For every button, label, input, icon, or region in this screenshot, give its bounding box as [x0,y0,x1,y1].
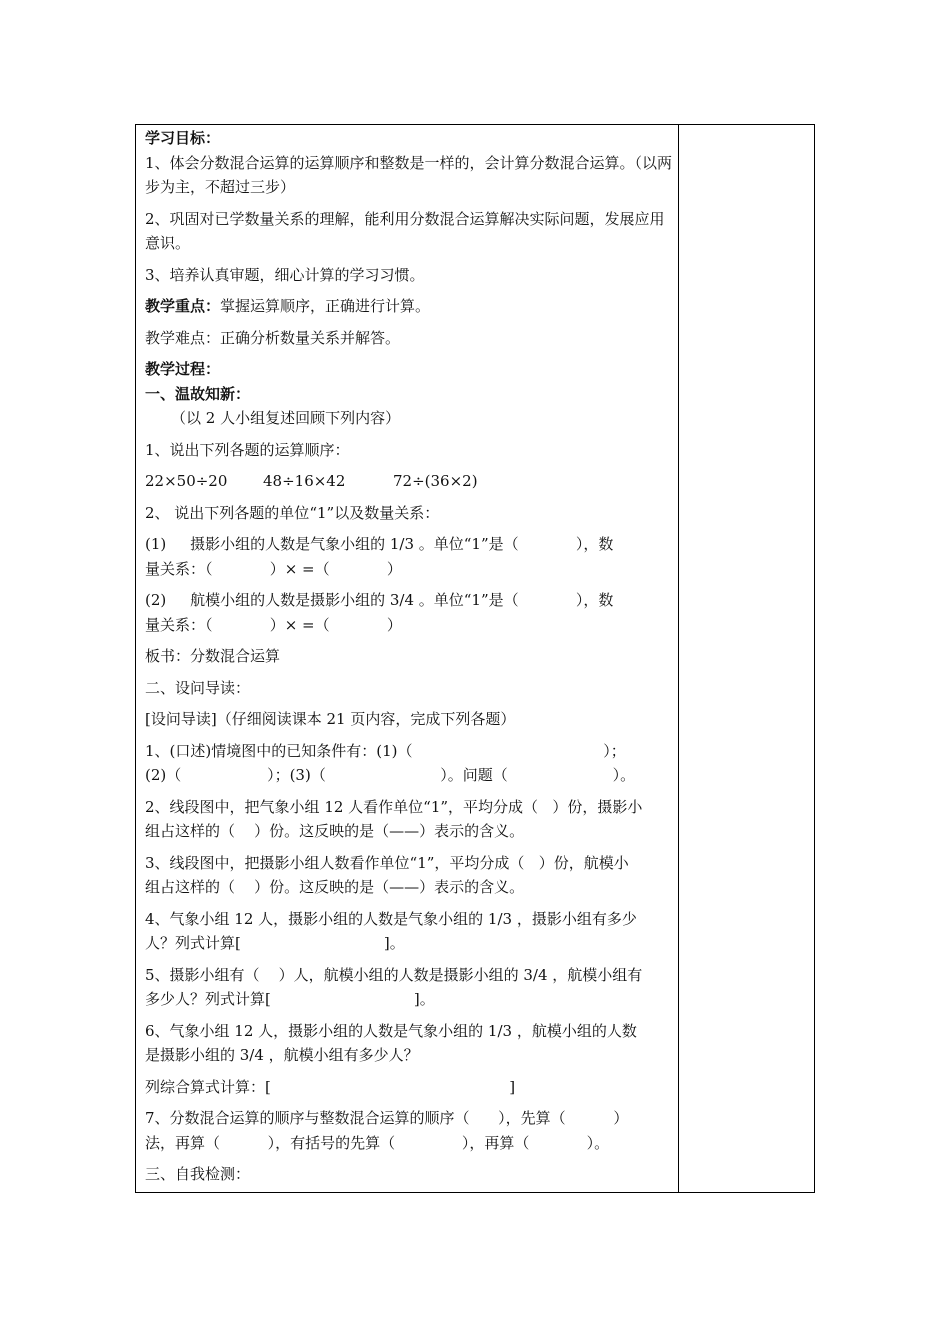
guide-4-line-2: 人？列式计算[ ]。 [145,934,405,952]
goal-3: 3、培养认真审题，细心计算的学习习惯。 [145,265,425,284]
guide-3-line-2: 组占这样的（ ）份。这反映的是（——）表示的含义。 [145,878,525,896]
guide-2-line-2: 组占这样的（ ）份。这反映的是（——）表示的含义。 [145,822,525,840]
guide-7-line-2: 法，再算（ ），有括号的先算（ ），再算（ ）。 [145,1133,610,1152]
key-text: 掌握运算顺序，正确进行计算。 [220,297,431,315]
goal-1: 1、体会分数混合运算的运算顺序和整数是一样的，会计算分数混合运算。（以两步为主，不超过三步） [145,153,673,196]
guide-1-line-1: 1、(口述)情境图中的已知条件有：(1)（ ）； [145,741,626,760]
expression-2: 48÷16×42 [263,472,346,490]
section-2-title: 二、设问导读： [145,678,251,697]
board-note: 板书：分数混合运算 [145,647,281,665]
section-3-title: 三、自我检测： [145,1165,251,1183]
goals-title: 学习目标： [145,129,221,147]
guide-4-line-1: 4、气象小组 12 人，摄影小组的人数是气象小组的 1/3 ，摄影小组有多少 [145,909,637,928]
section-1-title: 一、温故知新： [145,384,251,403]
difficulty: 教学难点：正确分析数量关系并解答。 [145,328,401,347]
content-column [136,125,679,1192]
guide-6-formula: 列综合算式计算：[ ] [145,1077,516,1096]
question-2: 2、 说出下列各题的单位“1”以及数量关系： [145,503,440,522]
guide-6-line-1: 6、气象小组 12 人，摄影小组的人数是气象小组的 1/3 ，航模小组的人数 [145,1021,637,1040]
guide-5-line-2: 多少人？列式计算[ ]。 [145,990,435,1008]
question-2b-line-2: 量关系：（ ）× =（ ） [145,615,402,634]
key-point [145,294,675,319]
guide-3-line-1: 3、线段图中，把摄影小组人数看作单位“1”，平均分成（ ）份，航模小 [145,853,629,872]
guide-1-line-2: (2)（ ）；(3)（ ）。问题（ ）。 [145,766,636,784]
expression-3: 72÷(36×2) [393,472,478,490]
guide-5-line-1: 5、摄影小组有（ ）人，航模小组的人数是摄影小组的 3/4 ，航模小组有 [145,965,643,984]
notes-column [679,125,814,1192]
question-2a-line-2: 量关系：（ ）× =（ ） [145,559,402,578]
guide-7-line-1: 7、分数混合运算的顺序与整数混合运算的顺序（ ），先算（ ） [145,1109,629,1127]
question-1: 1、说出下列各题的运算顺序： [145,440,350,459]
section-1-note: （以 2 人小组复述回顾下列内容） [171,409,401,427]
guide-intro: [设问导读]（仔细阅读课本 21 页内容，完成下列各题） [145,710,516,728]
process-title: 教学过程： [145,360,221,378]
question-2b-line-1: (2) 航模小组的人数是摄影小组的 3/4 。单位“1”是（ ），数 [145,591,614,609]
goal-2: 2、巩固对已学数量关系的理解，能利用分数混合运算解决实际问题，发展应用意识。 [145,209,665,252]
guide-2-line-1: 2、线段图中，把气象小组 12 人看作单位“1”，平均分成（ ）份，摄影小 [145,797,643,816]
lesson-content [145,126,675,1187]
expression-1: 22×50÷20 [145,472,228,490]
expressions [145,469,675,494]
lesson-table [135,124,815,1193]
key-label: 教学重点： [145,297,221,315]
guide-6-line-2: 是摄影小组的 3/4 ，航模小组有多少人？ [145,1046,419,1064]
question-2a-line-1: (1) 摄影小组的人数是气象小组的 1/3 。单位“1”是（ ），数 [145,535,614,553]
